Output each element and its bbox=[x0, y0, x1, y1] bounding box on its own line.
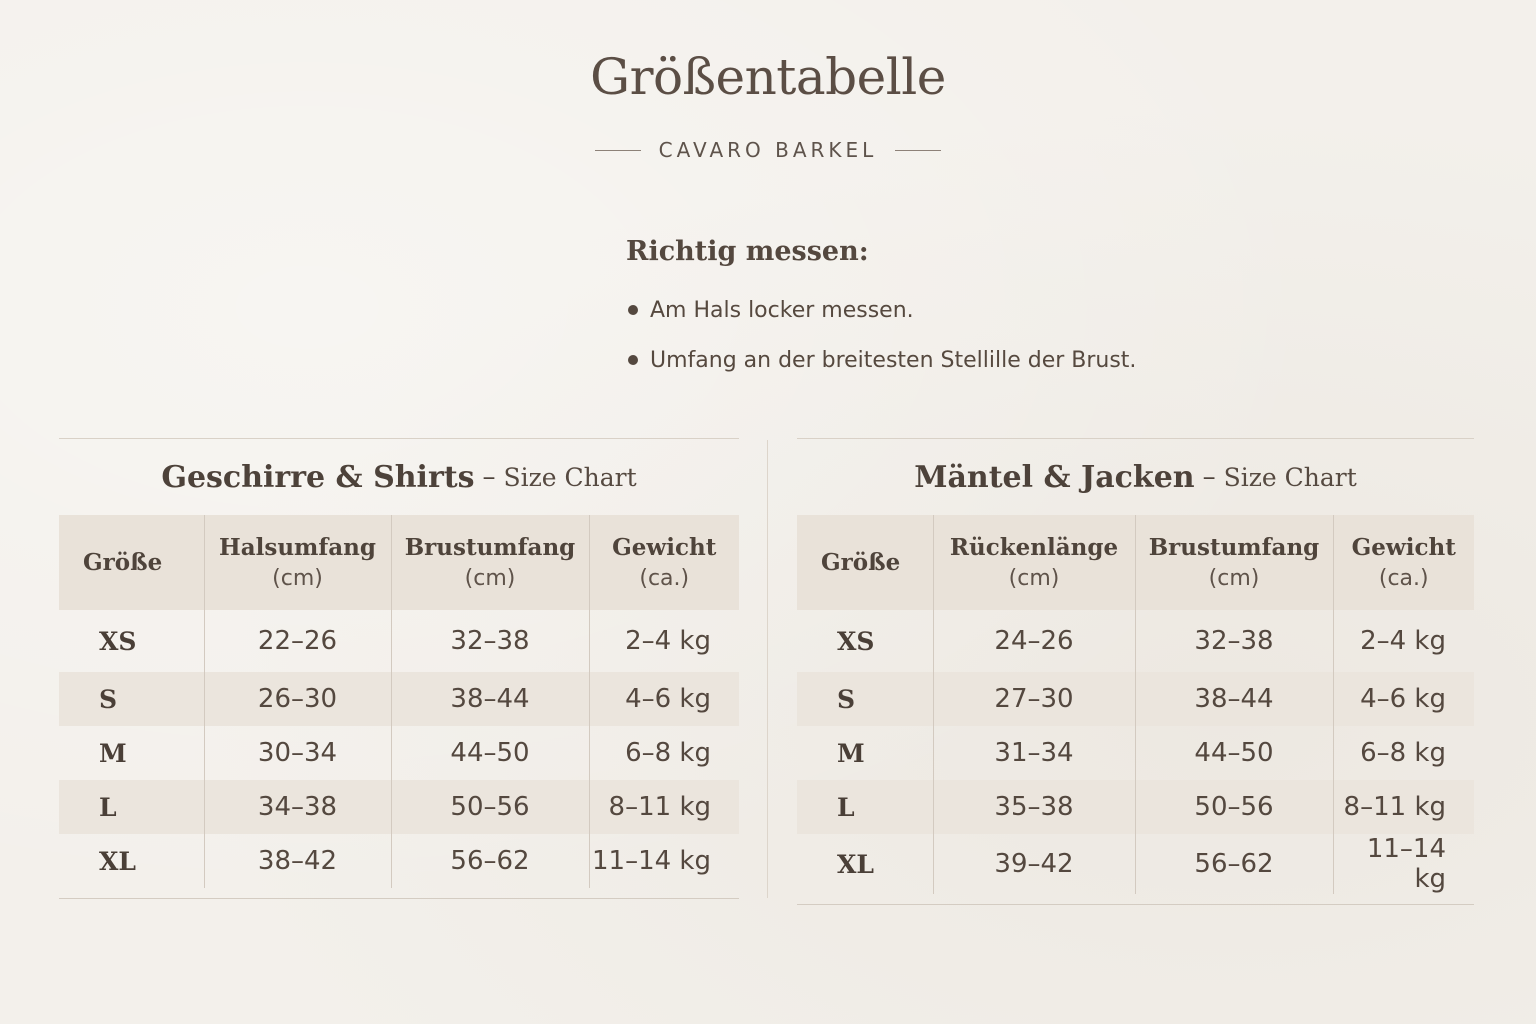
column-header-label: Größe bbox=[83, 549, 163, 576]
table-row bbox=[59, 726, 739, 780]
table-row bbox=[59, 834, 739, 888]
size-cell: XL bbox=[797, 834, 933, 894]
panel-title-separator: – bbox=[1202, 462, 1216, 492]
weight-cell: 4–6 kg bbox=[589, 672, 739, 726]
column-header-label: Gewicht bbox=[1351, 533, 1456, 561]
weight-cell: 8–11 kg bbox=[589, 780, 739, 834]
size-cell: L bbox=[797, 780, 933, 834]
page-title: Größentabelle bbox=[590, 48, 946, 106]
size-cell: M bbox=[797, 726, 933, 780]
table-row bbox=[797, 610, 1474, 672]
panel-title-separator: – bbox=[482, 462, 496, 492]
column-header-size bbox=[797, 515, 933, 610]
measuring-tip bbox=[626, 285, 1136, 335]
table-bottom-rule bbox=[797, 904, 1474, 905]
column-header-size bbox=[59, 515, 204, 610]
panel-title-main: Geschirre & Shirts bbox=[161, 459, 475, 495]
column-header-unit: (ca.) bbox=[1378, 565, 1429, 591]
column-header-chest bbox=[1135, 515, 1333, 610]
size-cell: XS bbox=[797, 610, 933, 672]
column-header-label: Halsumfang bbox=[219, 533, 376, 561]
column-header-neck bbox=[204, 515, 391, 610]
neck-cell: 34–38 bbox=[204, 780, 391, 834]
bullet-icon bbox=[628, 305, 638, 315]
neck-cell: 26–30 bbox=[204, 672, 391, 726]
back-length-cell: 31–34 bbox=[933, 726, 1135, 780]
column-header-unit: (cm) bbox=[272, 565, 323, 591]
chest-cell: 56–62 bbox=[1135, 834, 1333, 894]
brand-rule-left bbox=[595, 150, 641, 151]
measuring-tip-text: Am Hals locker messen. bbox=[650, 297, 914, 323]
column-header-unit: (cm) bbox=[1008, 565, 1060, 591]
measuring-instructions bbox=[626, 236, 1136, 385]
brand-name: CAVARO BARKEL bbox=[658, 138, 878, 162]
harness-shirts-panel bbox=[59, 438, 739, 899]
bullet-icon bbox=[628, 355, 638, 365]
chest-cell: 44–50 bbox=[1135, 726, 1333, 780]
column-header-weight bbox=[589, 515, 739, 610]
weight-cell: 2–4 kg bbox=[625, 626, 711, 656]
back-length-cell: 35–38 bbox=[933, 780, 1135, 834]
table-bottom-rule bbox=[59, 898, 739, 899]
panel-title-main: Mäntel & Jacken bbox=[914, 459, 1195, 495]
column-header-weight bbox=[1333, 515, 1474, 610]
brand-rule-right bbox=[895, 150, 941, 151]
table-row bbox=[797, 726, 1474, 780]
measuring-tip bbox=[626, 335, 1136, 385]
chest-cell: 44–50 bbox=[391, 726, 589, 780]
size-cell: M bbox=[59, 726, 204, 780]
panel-title-sub: Size Chart bbox=[503, 462, 637, 492]
panel-divider bbox=[767, 440, 768, 898]
weight-cell: 4–6 kg bbox=[1333, 672, 1474, 726]
table-header-row bbox=[797, 515, 1474, 610]
table-row bbox=[59, 780, 739, 834]
column-header-label: Brustumfang bbox=[1148, 533, 1320, 561]
weight-cell: 2–4 kg bbox=[1360, 626, 1446, 656]
brand-row bbox=[0, 138, 1536, 162]
chest-cell: 50–56 bbox=[1135, 780, 1333, 834]
size-cell: S bbox=[797, 672, 933, 726]
size-cell: XL bbox=[59, 834, 204, 888]
table-row bbox=[59, 672, 739, 726]
weight-cell: 11–14 kg bbox=[592, 846, 711, 876]
coats-jackets-panel bbox=[797, 438, 1474, 905]
chest-cell: 38–44 bbox=[1135, 672, 1333, 726]
neck-cell: 38–42 bbox=[204, 834, 391, 888]
measuring-tip-text: Umfang an der breitesten Stellille der Brust. bbox=[650, 347, 1137, 373]
panel-title-sub: Size Chart bbox=[1223, 462, 1357, 492]
table-row bbox=[797, 672, 1474, 726]
column-header-label: Gewicht bbox=[612, 533, 717, 561]
size-cell: XS bbox=[59, 610, 204, 672]
chest-cell: 56–62 bbox=[391, 834, 589, 888]
back-length-cell: 24–26 bbox=[933, 610, 1135, 672]
chest-cell: 38–44 bbox=[391, 672, 589, 726]
table-row bbox=[59, 610, 739, 672]
back-length-cell: 39–42 bbox=[933, 834, 1135, 894]
chest-cell: 50–56 bbox=[391, 780, 589, 834]
neck-cell: 30–34 bbox=[204, 726, 391, 780]
weight-cell: 6–8 kg bbox=[625, 738, 711, 768]
size-cell: S bbox=[59, 672, 204, 726]
table-row bbox=[797, 780, 1474, 834]
panel-title bbox=[797, 439, 1474, 515]
chest-cell: 32–38 bbox=[1135, 610, 1333, 672]
weight-cell: 6–8 kg bbox=[1360, 738, 1446, 768]
column-header-unit: (cm) bbox=[464, 565, 516, 591]
harness-shirts-table bbox=[59, 515, 739, 888]
weight-cell: 11–14 kg bbox=[1366, 834, 1446, 894]
chest-cell: 32–38 bbox=[391, 610, 589, 672]
size-cell: L bbox=[59, 780, 204, 834]
column-header-label: Brustumfang bbox=[404, 533, 576, 561]
weight-cell: 8–11 kg bbox=[1333, 780, 1474, 834]
column-header-label: Größe bbox=[821, 549, 901, 576]
measuring-heading: Richtig messen: bbox=[626, 236, 869, 267]
neck-cell: 22–26 bbox=[204, 610, 391, 672]
back-length-cell: 27–30 bbox=[933, 672, 1135, 726]
measuring-tips-list bbox=[626, 285, 1136, 385]
column-header-unit: (ca.) bbox=[639, 565, 690, 591]
column-header-chest bbox=[391, 515, 589, 610]
column-header-back-length bbox=[933, 515, 1135, 610]
panel-title bbox=[59, 439, 739, 515]
column-header-label: Rückenlänge bbox=[949, 533, 1119, 561]
table-row bbox=[797, 834, 1474, 894]
column-header-unit: (cm) bbox=[1208, 565, 1260, 591]
coats-jackets-table bbox=[797, 515, 1474, 894]
table-header-row bbox=[59, 515, 739, 610]
